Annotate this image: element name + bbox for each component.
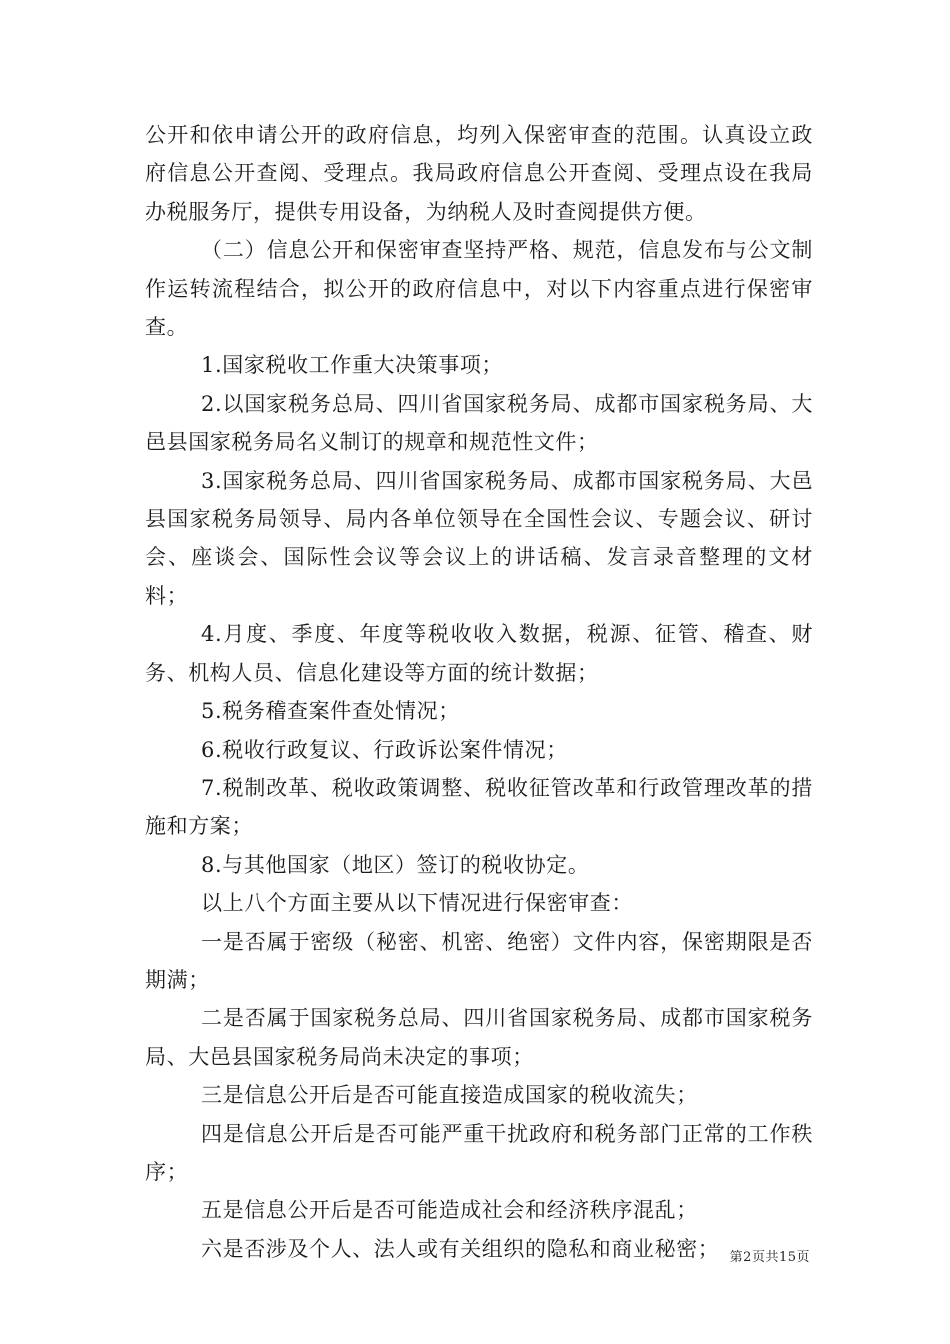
list-item: 2.以国家税务总局、四川省国家税务局、成都市国家税务局、大邑县国家税务局名义制订的规章和规范性文件； <box>145 391 813 455</box>
list-item: 三是信息公开后是否可能直接造成国家的税收流失； <box>201 1083 698 1108</box>
list-item: 五是信息公开后是否可能造成社会和经济秩序混乱； <box>201 1198 698 1223</box>
list-item: 5.税务稽查案件查处情况； <box>201 699 460 724</box>
list-item: 4.月度、季度、年度等税收收入数据，税源、征管、稽查、财务、机构人员、信息化建设等方面的统计数据； <box>145 622 813 685</box>
list-item: 3.国家税务总局、四川省国家税务局、成都市国家税务局、大邑县国家税务局领导、局内各单位领导在全国性会议、专题会议、研讨会、座谈会、国际性会议等会议上的讲话稿、发言录音整理的文材料； <box>145 468 813 608</box>
list-item: 六是否涉及个人、法人或有关组织的隐私和商业秘密； <box>201 1236 720 1261</box>
paragraph: 以上八个方面主要从以下情况进行保密审查： <box>201 891 633 916</box>
paragraph: 公开和依申请公开的政府信息，均列入保密审查的范围。认真设立政府信息公开查阅、受理点。我局政府信息公开查阅、受理点设在我局办税服务厅，提供专用设备，为纳税人及时查阅提供方便。 <box>145 123 813 224</box>
document-body <box>145 116 813 1268</box>
page-number: 第2页共15页 <box>729 1250 810 1265</box>
list-item: 四是信息公开后是否可能严重干扰政府和税务部门正常的工作秩序； <box>145 1121 813 1184</box>
list-item: 二是否属于国家税务总局、四川省国家税务局、成都市国家税务局、大邑县国家税务局尚未决定的事项； <box>145 1006 813 1069</box>
paragraph: （二）信息公开和保密审查坚持严格、规范，信息发布与公文制作运转流程结合，拟公开的政府信息中，对以下内容重点进行保密审查。 <box>145 238 813 340</box>
list-item: 6.税收行政复议、行政诉讼案件情况； <box>201 737 568 762</box>
list-item: 8.与其他国家（地区）签订的税收协定。 <box>201 852 590 877</box>
list-item: 一是否属于密级（秘密、机密、绝密）文件内容，保密期限是否期满； <box>145 929 813 992</box>
list-item: 7.税制改革、税收政策调整、税收征管改革和行政管理改革的措施和方案； <box>145 775 813 839</box>
list-item: 1.国家税收工作重大决策事项； <box>201 353 504 378</box>
